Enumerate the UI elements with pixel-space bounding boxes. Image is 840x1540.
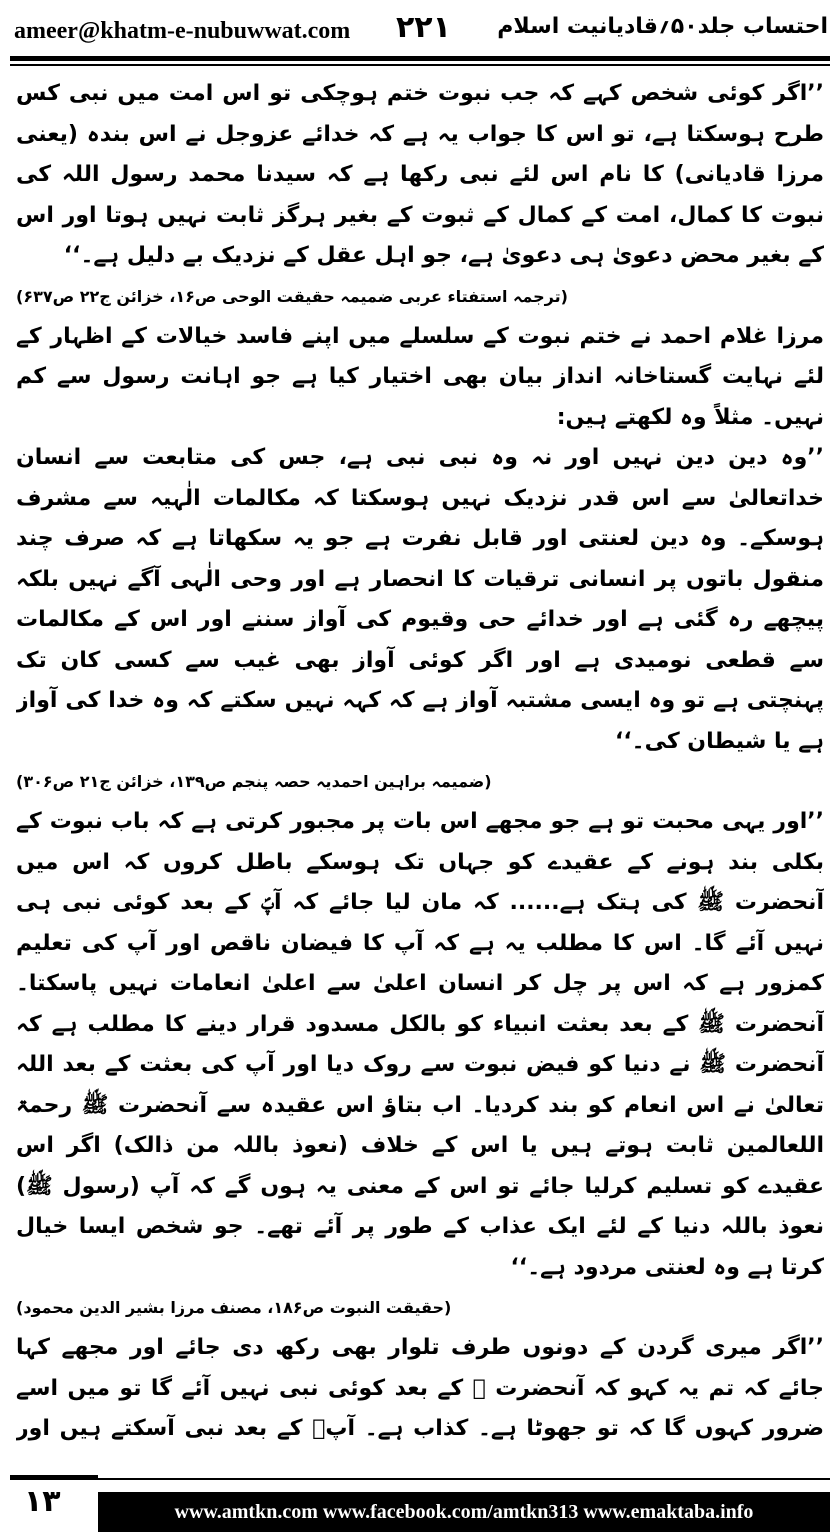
page-body bbox=[16, 74, 824, 1450]
footer-rule-thin bbox=[98, 1478, 830, 1480]
quote-paragraph-1: ’’اگر کوئی شخص کہے کہ جب نبوت ختم ہوچکی تو اس امت میں نبی کس طرح ہوسکتا ہے، تو اس کا جواب یہ ہے کہ خدائے عزوجل نے اس بندہ (یعنی مرزا قادیانی) کا نام اس لئے نبی رکھا ہے کہ سیدنا محمد رسول اللہ کی نبوت کا کمال، امت کے کمال کے ثبوت کے بغیر ہرگز ثابت نہیں ہوتا اور اس کے بغیر محض دعویٰ ہی دعویٰ ہے، جو اہل عقل کے نزدیک بے دلیل ہے۔‘‘ bbox=[16, 81, 824, 268]
quote-paragraph-5: ’’اگر میری گردن کے دونوں طرف تلوار بھی رکھ دی جائے اور مجھے کہا جائے کہ تم یہ کہو کہ آنحضرت ﷺ کے بعد کوئی نبی نہیں آئے گا تو میں اسے ضرور کہوں گا کہ تو جھوٹا ہے۔ کذاب ہے۔ آپؐ کے بعد نبی آسکتے ہیں اور bbox=[16, 1335, 824, 1441]
reference-3: (حقیقت النبوت ص۱۸۶، مصنف مرزا بشیر الدین محمود) bbox=[16, 1298, 452, 1317]
page-header bbox=[0, 0, 840, 66]
header-email[interactable]: ameer@khatm-e-nubuwwat.com bbox=[14, 18, 351, 44]
footer-rule-thick bbox=[10, 1475, 98, 1480]
book-title: احتساب جلد۵۰؍قادیانیت اسلام bbox=[497, 14, 828, 39]
header-rule-thick bbox=[10, 56, 830, 61]
reference-1: (ترجمہ استفتاء عربی ضمیمہ حقیقت الوحی ص۱۶، خزائن ج۲۲ ص۶۳۷) bbox=[16, 286, 568, 306]
header-rule-thin bbox=[10, 64, 830, 66]
quote-paragraph-3: ’’وہ دین دین نہیں اور نہ وہ نبی نبی ہے، جس کی متابعت سے انسان خداتعالیٰ سے اس قدر نزدیک نہیں ہوسکتا کہ مکالمات الٰہیہ سے مشرف ہوسکے۔ وہ دین لعنتی اور قابل نفرت ہے جو یہ سکھاتا ہے کہ صرف چند منقول باتوں پر انسانی ترقیات کا انحصار ہے اور وحی الٰہی آگے نہیں بلکہ پیچھے رہ گئی ہے اور خدائے حی وقیوم کی آواز سننے اور اس کے مکالمات سے قطعی نومیدی ہے اور اگر کوئی آواز بھی غیب سے کسی کان تک پہنچتی ہے تو وہ ایسی مشتبہ آواز ہے کہ کہہ نہیں سکتے کہ وہ خدا کی آواز ہے یا شیطان کی۔‘‘ bbox=[16, 445, 824, 754]
paragraph-2: مرزا غلام احمد نے ختم نبوت کے سلسلے میں اپنے فاسد خیالات کے اظہار کے لئے نہایت گستاخانہ انداز بیان بھی اختیار کیا ہے جو اہانت رسول سے کم نہیں۔ مثلاً وہ لکھتے ہیں: bbox=[16, 323, 824, 430]
footer-links[interactable]: www.amtkn.com www.facebook.com/amtkn313 www.emaktaba.info bbox=[98, 1492, 830, 1532]
page-number: ۲۲۱ bbox=[396, 10, 451, 45]
quote-paragraph-4: ’’اور یہی محبت تو ہے جو مجھے اس بات پر مجبور کرتی ہے کہ باب نبوت کے بکلی بند ہونے کے عقیدے کو جہاں تک ہوسکے باطل کروں کہ اس میں آنحضرت ﷺ کی ہتک ہے...... کہ مان لیا جائے کہ آپؐ کے بعد کوئی نبی ہی نہیں آئے گا۔ اس کا مطلب یہ ہے کہ آپ کا فیضان ناقص اور آپ کی تعلیم کمزور ہے کہ اس پر چل کر انسان اعلیٰ سے اعلیٰ انعامات نہیں پاسکتا۔ آنحضرت ﷺ کے بعد بعثت انبیاء کو بالکل مسدود قرار دینے کا مطلب ہے کہ آنحضرت ﷺ نے دنیا کو فیض نبوت سے روک دیا اور آپ کی بعثت کے بعد اللہ تعالیٰ نے اس انعام کو بند کردیا۔ اب بتاؤ اس عقیدہ سے آنحضرت ﷺ رحمۃ اللعالمین ثابت ہوتے ہیں یا اس کے خلاف (نعوذ باللہ من ذالک) اگر اس عقیدے کو تسلیم کرلیا جائے تو اس کے معنی یہ ہوں گے کہ آپ (رسول ﷺ) نعوذ باللہ دنیا کے لئے ایک عذاب کے طور پر آئے تھے۔ جو شخص ایسا خیال کرتا ہے وہ لعنتی مردود ہے۔‘‘ bbox=[16, 809, 824, 1280]
reference-2: (ضمیمہ براہین احمدیہ حصہ پنجم ص۱۳۹، خزائن ج۲۱ ص۳۰۶) bbox=[16, 772, 492, 791]
footer-sheet-number: ۱۳ bbox=[24, 1484, 61, 1519]
